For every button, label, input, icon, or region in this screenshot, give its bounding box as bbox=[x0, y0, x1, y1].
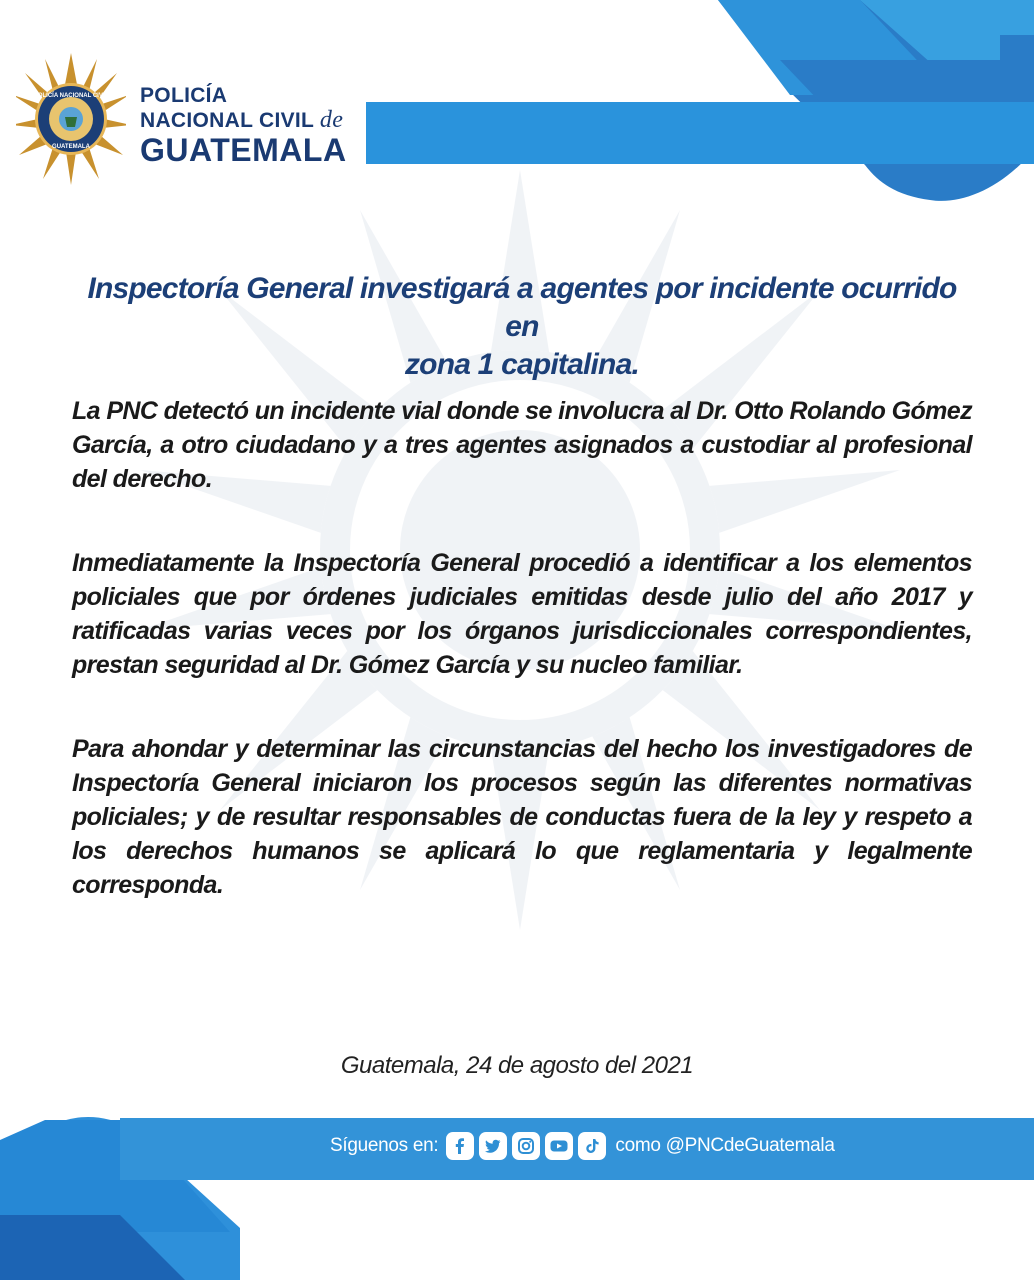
brand-line-3: GUATEMALA bbox=[140, 132, 347, 168]
svg-text:POLICÍA NACIONAL CIVIL: POLICÍA NACIONAL CIVIL bbox=[33, 93, 109, 99]
handle-label: como @PNCdeGuatemala bbox=[615, 1135, 835, 1156]
paragraph-1: La PNC detectó un incidente vial donde se involucra al Dr. Otto Rolando Gómez García, a otro ciudadano y a tres agentes asignados a custodiar al profesional del derecho. bbox=[72, 397, 972, 493]
paragraph-3: Para ahondar y determinar las circunstancias del hecho los investigadores de Inspectoría General iniciaron los procesos según las diferentes normativas policiales; y de resultar responsables de conductas fuera de la ley y respeto a los derechos humanos se aplicará lo que reglamentaria y legalmente corresponda. bbox=[72, 735, 972, 899]
svg-text:GUATEMALA: GUATEMALA bbox=[52, 144, 90, 150]
dateline: Guatemala, 24 de agosto del 2021 bbox=[340, 1052, 694, 1079]
instagram-icon[interactable] bbox=[512, 1132, 540, 1160]
brand-wordmark bbox=[140, 84, 347, 167]
follow-label: Síguenos en: bbox=[330, 1135, 439, 1156]
facebook-icon[interactable] bbox=[446, 1132, 474, 1160]
paragraph-2: Inmediatamente la Inspectoría General procedió a identificar a los elementos policiales que por órdenes judiciales emitidas desde julio del año 2017 y ratificadas varias veces por los órganos jurisdiccionales correspondientes, prestan seguridad al Dr. Gómez García y su nucleo familiar. bbox=[72, 549, 972, 679]
document-body bbox=[72, 394, 972, 952]
pnc-badge-logo bbox=[16, 52, 126, 186]
brand-line-1: POLICÍA bbox=[140, 84, 228, 107]
youtube-icon[interactable] bbox=[545, 1132, 573, 1160]
twitter-icon[interactable] bbox=[479, 1132, 507, 1160]
brand-line-2: NACIONAL CIVIL de bbox=[140, 107, 344, 133]
tiktok-icon[interactable] bbox=[578, 1132, 606, 1160]
document-title: Inspectoría General investigará a agentes por incidente ocurrido en zona 1 capitalina. bbox=[87, 272, 957, 381]
social-footer bbox=[330, 1129, 835, 1163]
